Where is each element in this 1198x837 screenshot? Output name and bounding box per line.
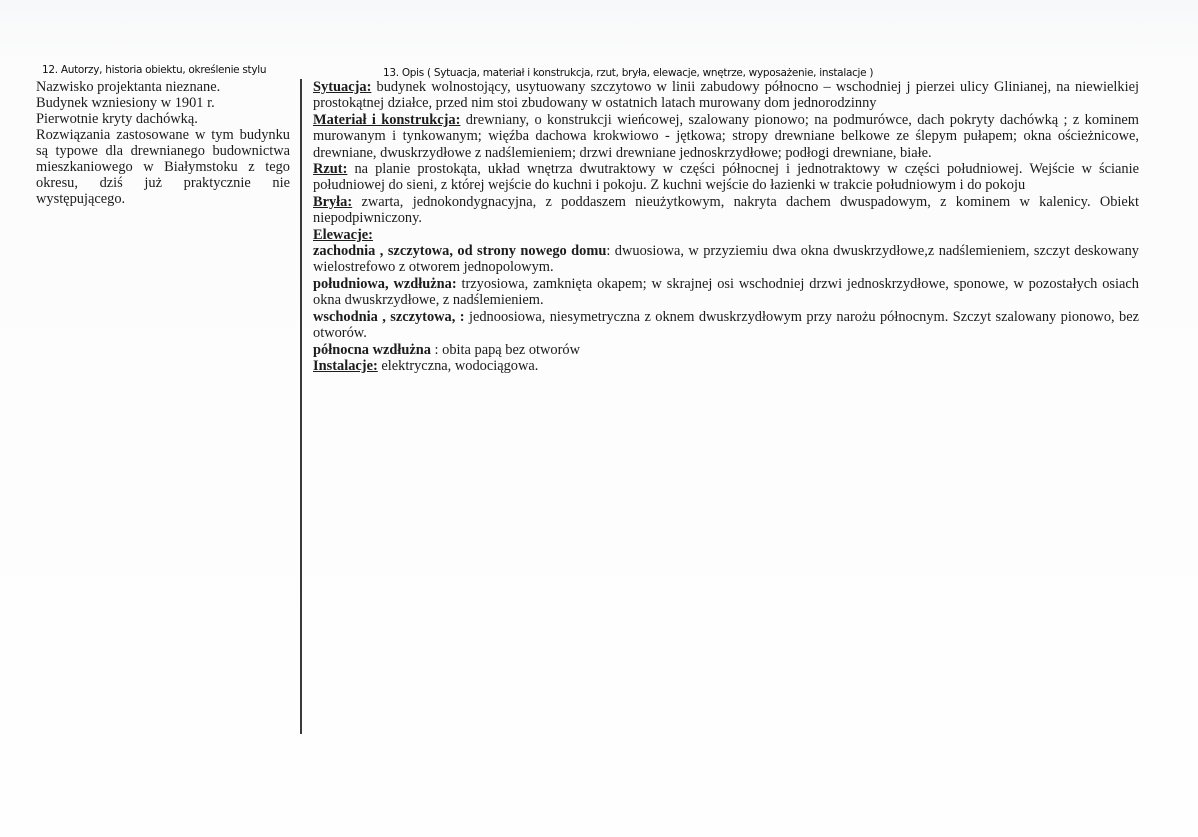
sytuacja-paragraph: [313, 79, 1139, 112]
section-12-header: 12. Autorzy, historia obiektu, określenie stylu: [42, 64, 267, 76]
elewacja-polnocna: [313, 342, 1139, 358]
section-13-header: 13. Opis ( Sytuacja, materiał i konstrukcja, rzut, bryła, elewacje, wnętrze, wyposażenie, instalacje ): [383, 67, 874, 79]
elewacja-poludniowa: [313, 276, 1139, 309]
style-description: Rozwiązania zastosowane w tym budynku są typowe dla drewnianego budownictwa mieszkaniowego w Białymstoku z tego okresu, dziś już praktycznie nie występującego.: [36, 127, 290, 207]
designer-line: Nazwisko projektanta nieznane.: [36, 79, 221, 95]
material-text: drewniany, o konstrukcji wieńcowej, szalowany pionowo; na podmurówce, dach pokryty dachówką ; z kominem murowanym i tynkowanym; więźba dachowa krokwiowo - jętkowa; stropy drewniane belkowe ze ślepym pułapem; okna ościeżnicowe, drewniane, dwuskrzydłowe z nadślemieniem; drzwi drewniane jednoskrzydłowe; podłogi drewniane, białe.: [313, 111, 1139, 161]
elewacja-zachodnia-label: zachodnia , szczytowa, od strony nowego domu: [313, 243, 607, 260]
rzut-text: na planie prostokąta, układ wnętrza dwutraktowy w części północnej i jednotraktowy w części południowej. Wejście w ścianie południowej do sieni, z której wejście do kuchni i pokoju. Z kuchni wejście do łazienki w trakcie południowym i do pokoju: [313, 161, 1139, 194]
instalacje-label: Instalacje:: [313, 357, 378, 374]
material-label: Materiał i konstrukcja:: [313, 111, 461, 128]
elewacja-poludniowa-text: trzyosiowa, zamknięta okapem; w skrajnej osi wschodniej drzwi jednoskrzydłowe, sponowe, w pozostałych osiach okna dwuskrzydłowe, z nadślemieniem.: [313, 275, 1139, 309]
rzut-paragraph: [313, 161, 1139, 194]
section-13-body: [313, 79, 1139, 374]
column-divider: [300, 79, 302, 734]
built-year-line: Budynek wzniesiony w 1901 r.: [36, 95, 215, 111]
elewacja-wschodnia: [313, 309, 1139, 342]
rzut-label: Rzut:: [313, 161, 348, 178]
elewacje-label: Elewacje:: [313, 226, 373, 243]
elewacja-zachodnia-text: : dwuosiowa, w przyziemiu dwa okna dwuskrzydłowe,z nadślemieniem, szczyt deskowany wielostrefowo z otworem jednopolowym.: [313, 243, 1140, 276]
material-paragraph: [313, 112, 1139, 161]
sytuacja-label: Sytuacja:: [313, 79, 372, 95]
elewacja-poludniowa-label: południowa, wzdłużna:: [313, 275, 457, 292]
roof-original-line: Pierwotnie kryty dachówką.: [36, 111, 198, 127]
elewacja-zachodnia: [313, 243, 1139, 276]
elewacje-heading: [313, 227, 1139, 243]
bryla-label: Bryła:: [313, 193, 353, 210]
elewacja-polnocna-label: północna wzdłużna: [313, 341, 431, 358]
elewacja-polnocna-text: : obita papą bez otworów: [430, 341, 581, 358]
elewacja-wschodnia-label: wschodnia , szczytowa, :: [313, 308, 465, 325]
elewacja-wschodnia-text: jednoosiowa, niesymetryczna z oknem dwuskrzydłowym przy narożu północnym. Szczyt szalowany pionowo, bez otworów.: [313, 308, 1140, 342]
bryla-text: zwarta, jednokondygnacyjna, z poddaszem nieużytkowym, nakryta dachem dwuspadowym, z kominem w kalenicy. Obiekt niepodpiwniczony.: [313, 193, 1139, 227]
instalacje-text: elektryczna, wodociągowa.: [377, 357, 539, 374]
section-12-body: [36, 79, 290, 207]
instalacje-paragraph: [313, 358, 1139, 374]
bryla-paragraph: [313, 194, 1139, 227]
sytuacja-text: budynek wolnostojący, usytuowany szczytowo w linii zabudowy północno – wschodniej j pierzei ulicy Glinianej, na niewielkiej prostokątnej działce, przed nim stoi zbudowany w ostatnich latach murowany dom jednorodzinny: [313, 79, 1139, 112]
